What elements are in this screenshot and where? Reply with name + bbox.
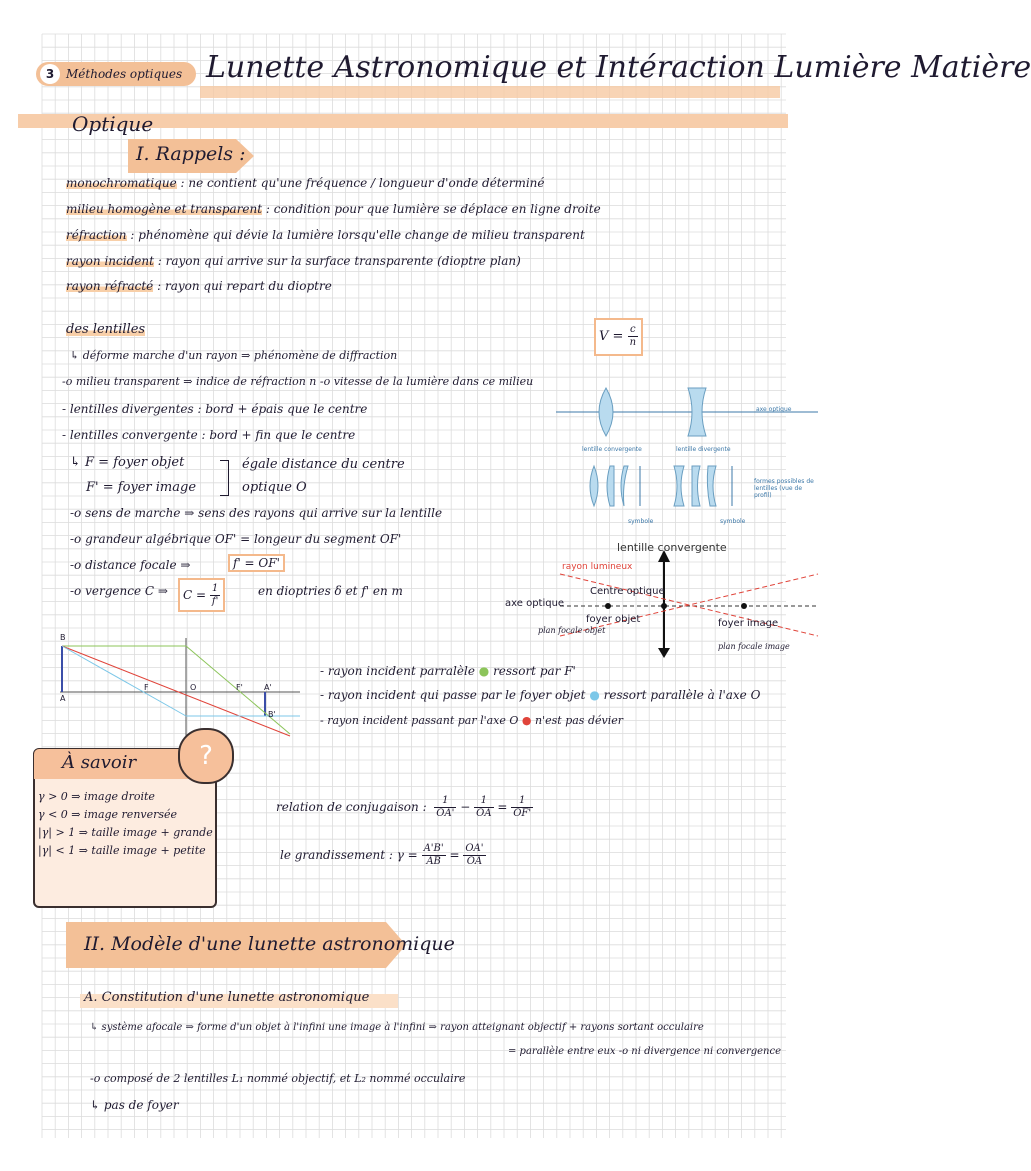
- ray-rule-1-b: ressort par F': [493, 664, 576, 678]
- lentilles-line: -o grandeur algébrique OF' = longeur du segment OF': [70, 532, 402, 546]
- conjugaison-relation: relation de conjugaison : $\frac{1}{OA'}$ − $\frac{1}{OA}$ = $\frac{1}{OF'}$: [276, 795, 532, 819]
- conv-foyer-objet-dot: [605, 603, 611, 609]
- convergent-form-3: [621, 466, 628, 506]
- lens-conv-label: lentille convergente: [582, 446, 642, 453]
- vergence-den: f': [211, 596, 219, 607]
- speed-formula: [594, 318, 643, 356]
- ray-rule-1-a: - rayon incident parralèle: [320, 664, 475, 678]
- lens-div-label: lentille divergente: [676, 446, 731, 453]
- definition-row: [66, 228, 585, 242]
- rappels-title: I. Rappels :: [136, 143, 246, 165]
- ray-label-f: F: [144, 683, 149, 692]
- lens-axe-label: axe optique: [756, 406, 792, 413]
- red-dot-icon: ●: [521, 714, 532, 727]
- foyer-image: F' = foyer image: [86, 480, 197, 495]
- ray-blue-1: [62, 646, 186, 716]
- section2-line: ↳ pas de foyer: [90, 1098, 179, 1112]
- egale-distance: égale distance du centre: [242, 457, 405, 472]
- ray-rule-2-b: ressort parallèle à l'axe O: [603, 688, 761, 702]
- conv-rayon-label: rayon lumineux: [562, 562, 633, 572]
- divergent-form-1: [674, 466, 684, 506]
- question-icon: ?: [178, 728, 234, 784]
- grand-den-1: AB: [426, 856, 441, 867]
- ray-diagram: [60, 636, 310, 740]
- section2-line: ↳ système afocale ⇒ forme d'un objet à l'infini une image à l'infini ⇒ rayon atteignant objectif + rayons sortant occulaire: [90, 1022, 704, 1033]
- speed-num: c: [628, 324, 638, 337]
- lentilles-line: -o sens de marche ⇒ sens des rayons qui arrive sur la lentille: [70, 506, 443, 520]
- vergence-c: C =: [183, 588, 207, 602]
- speed-den: n: [629, 337, 637, 348]
- ray-rule-3-a: - rayon incident passant par l'axe O: [320, 714, 519, 727]
- conv-centre-label: Centre optique: [590, 586, 665, 597]
- foyer-objet: ↳ F = foyer objet: [70, 455, 185, 470]
- definition-text: : rayon qui arrive sur la surface transparente (dioptre plan): [157, 254, 521, 268]
- conv-foyer-objet-label: foyer objet: [586, 614, 641, 625]
- lentilles-line: - lentilles convergente : bord + fin que le centre: [62, 428, 356, 442]
- optique-o: optique O: [242, 480, 307, 495]
- ray-label-f-prime: F': [236, 683, 243, 692]
- conj-frac-2: [474, 795, 493, 820]
- section2-line: = parallèle entre eux -o ni divergence ni convergence: [508, 1046, 782, 1057]
- title-highlight: [200, 86, 780, 98]
- ray-label-a-prime: A': [264, 683, 272, 692]
- conv-foyer-image-label: foyer image: [718, 618, 779, 629]
- grandissement-label: le grandissement : γ =: [280, 848, 418, 862]
- section2-title: II. Modèle d'une lunette astronomique: [84, 933, 455, 955]
- a-savoir-line: |γ| > 1 ⇒ taille image + grande: [38, 826, 213, 839]
- convergent-lens-shape: [599, 388, 613, 436]
- definition-text: : ne contient qu'une fréquence / longueur d'onde déterminé: [180, 176, 545, 190]
- vergence-units: en dioptries δ et f' en m: [258, 584, 403, 598]
- vergence-formula: [178, 578, 225, 612]
- ray-rule-3: [320, 714, 623, 727]
- ray-label-b: B: [60, 633, 66, 642]
- page-title: Lunette Astronomique et Intéraction Lumière Matière: [206, 50, 1031, 85]
- lentilles-line: ↳ déforme marche d'un rayon ⇒ phénomène de diffraction: [70, 349, 398, 362]
- definition-text: : condition pour que lumière se déplace en ligne droite: [265, 202, 601, 216]
- grand-den-2: OA: [466, 856, 483, 867]
- lentilles-title-text: des lentilles: [66, 322, 146, 337]
- grand-frac-2: [463, 843, 485, 868]
- definition-row: [66, 254, 521, 268]
- conv-axe-label: axe optique: [505, 598, 565, 609]
- section-title-optique: Optique: [72, 112, 154, 136]
- a-savoir-line: |γ| < 1 ⇒ taille image + petite: [38, 844, 206, 857]
- distance-focale-label: -o distance focale ⇒: [70, 558, 191, 572]
- definition-text: : phénomène qui dévie la lumière lorsqu'elle change de milieu transparent: [130, 228, 585, 242]
- divergent-form-3: [707, 466, 716, 506]
- vergence-fraction: [210, 583, 220, 608]
- conj-num-3: 1: [511, 795, 533, 808]
- conv-lens-arrow-bottom: [658, 648, 670, 658]
- conv-title: lentille convergente: [617, 541, 727, 554]
- conj-den-3: OF': [513, 808, 532, 819]
- speed-formula-v: V =: [599, 329, 624, 344]
- vergence-num: 1: [210, 583, 220, 596]
- conv-plan-image-label: plan focale image: [718, 642, 790, 651]
- ray-label-b-prime: B': [268, 710, 276, 719]
- conjugaison-label: relation de conjugaison :: [276, 800, 427, 814]
- blue-dot-icon: ●: [589, 688, 600, 702]
- ray-rule-3-b: n'est pas dévier: [535, 714, 624, 727]
- definition-row: [66, 279, 332, 293]
- lens-symbole-1: symbole: [628, 518, 654, 525]
- definition-term: rayon réfracté: [66, 279, 154, 293]
- definition-text: : rayon qui repart du dioptre: [157, 279, 332, 293]
- conj-frac-1: [434, 795, 456, 820]
- ray-red: [62, 646, 290, 736]
- definition-term: milieu homogène et transparent: [66, 202, 263, 216]
- brace: [220, 460, 229, 496]
- section2-line: -o composé de 2 lentilles L₁ nommé objectif, et L₂ nommé occulaire: [90, 1072, 466, 1085]
- grand-num-1: A'B': [423, 843, 444, 854]
- definition-term: monochromatique: [66, 176, 177, 190]
- lens-symbole-2: symbole: [720, 518, 746, 525]
- chapter-label: Méthodes optiques: [66, 67, 183, 81]
- conv-plan-objet-label: plan focale objet: [538, 626, 606, 635]
- conj-frac-3: [511, 795, 533, 820]
- speed-fraction: [628, 324, 638, 349]
- a-savoir-line: γ > 0 ⇒ image droite: [38, 790, 155, 803]
- ray-rule-1: [320, 664, 576, 678]
- conv-centre-dot: [661, 603, 667, 609]
- ray-rule-2: [320, 688, 760, 702]
- definition-row: [66, 202, 601, 216]
- conj-den-1: OA': [436, 808, 455, 819]
- distance-focale-value: f' = OF': [228, 554, 285, 572]
- definition-term: rayon incident: [66, 254, 154, 268]
- ray-label-a: A: [60, 694, 66, 703]
- ray-label-o: O: [190, 683, 197, 692]
- a-savoir-title: À savoir: [62, 752, 137, 773]
- grand-num-2: OA': [465, 843, 484, 854]
- conj-num-1: 1: [434, 795, 456, 808]
- convergent-form-1: [590, 466, 598, 506]
- green-dot-icon: ●: [478, 664, 490, 678]
- convergent-form-2: [607, 466, 614, 506]
- vergence-label: -o vergence C ⇒: [70, 584, 168, 598]
- conv-foyer-image-dot: [741, 603, 747, 609]
- a-savoir-line: γ < 0 ⇒ image renversée: [38, 808, 178, 821]
- lentilles-line: -o milieu transparent ⇒ indice de réfraction n -o vitesse de la lumière dans ce milieu: [62, 375, 534, 388]
- lentilles-title: [66, 322, 145, 337]
- grandissement-relation: le grandissement : γ = $\frac{A'B'}{AB}$ = $\frac{OA'}{OA}$: [280, 843, 484, 867]
- grand-frac-1: [422, 843, 446, 868]
- ray-rule-2-a: - rayon incident qui passe par le foyer objet: [320, 688, 586, 702]
- conj-den-2: OA: [476, 808, 492, 819]
- definition-row: [66, 176, 545, 190]
- section2-subtitle: A. Constitution d'une lunette astronomique: [84, 990, 370, 1005]
- conj-num-2: 1: [474, 795, 493, 808]
- chapter-number: 3: [40, 64, 60, 84]
- lens-formes-label: formes possibles de lentilles (vue de profil): [754, 478, 814, 499]
- definition-term: réfraction: [66, 228, 127, 242]
- divergent-form-2: [692, 466, 700, 506]
- lentilles-line: - lentilles divergentes : bord + épais que le centre: [62, 402, 368, 416]
